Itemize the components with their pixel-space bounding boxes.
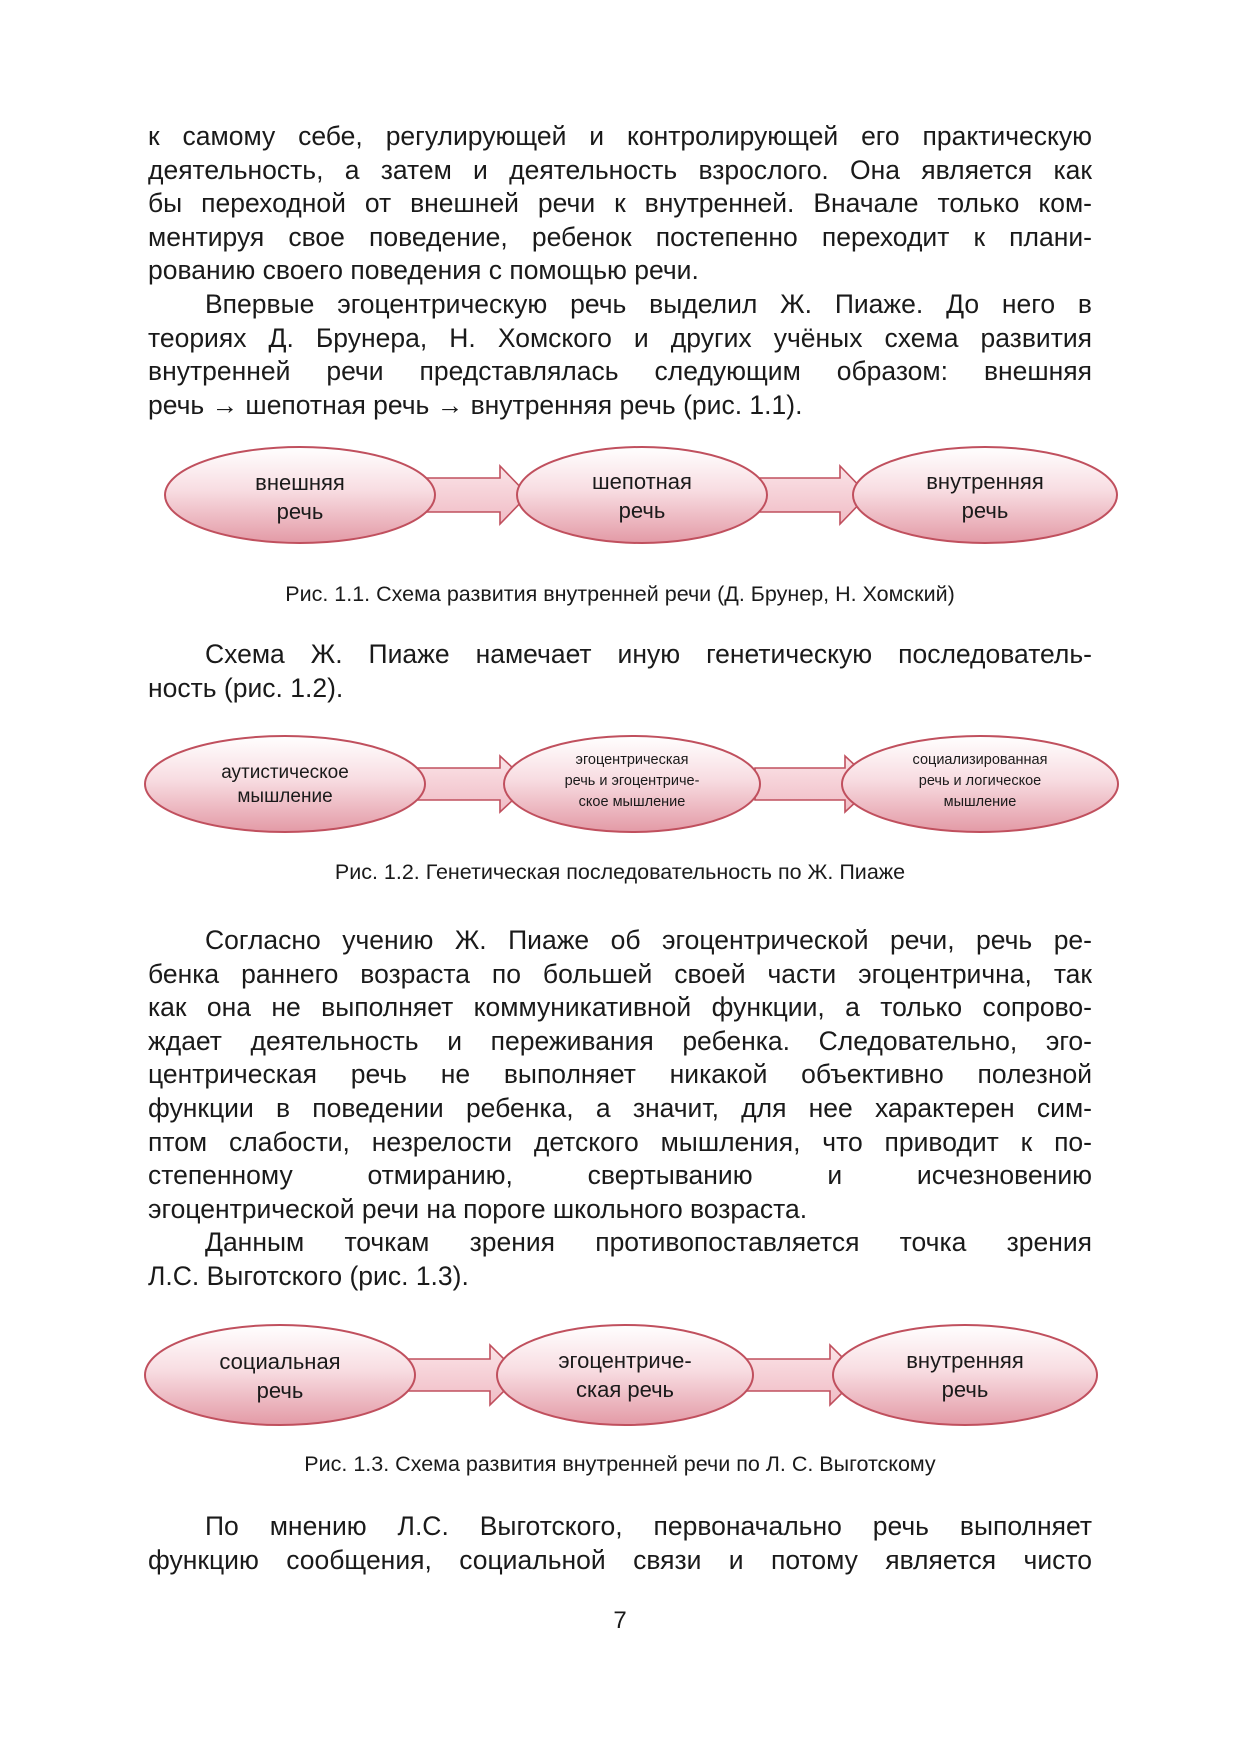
diagram-node-label: аутистическое	[221, 762, 349, 783]
text-line: функции в поведении ребенка, а значит, для нее характерен сим-	[148, 1092, 1092, 1123]
text-line: внутренней речи представлялась следующим образом: внешняя	[148, 356, 1092, 387]
diagram-node-label: речь	[618, 498, 666, 523]
diagram-node-label: речь	[276, 499, 324, 524]
figure-caption: Рис. 1.3. Схема развития внутренней речи по Л. С. Выготскому	[304, 1452, 936, 1476]
diagram-node-label: социализированная	[912, 752, 1048, 768]
diagram-node-label: внутренняя	[906, 1348, 1024, 1373]
text-line: рованию своего поведения с помощью речи.	[148, 255, 699, 286]
diagram-node-ellipse	[853, 447, 1117, 543]
diagram-node-ellipse	[833, 1325, 1097, 1425]
arrow-connector	[760, 466, 868, 524]
text-line: как она не выполняет коммуникативной функции, а только сопрово-	[148, 992, 1092, 1023]
paragraph-3	[148, 638, 1092, 705]
text-line: бенка раннего возраста по большей своей части эгоцентрична, так	[148, 958, 1092, 989]
text-line: ментируя свое поведение, ребенок постепенно переходит к плани-	[148, 221, 1092, 252]
text-line: Согласно учению Ж. Пиаже об эгоцентрической речи, речь ре-	[205, 925, 1092, 955]
text-line: ждает деятельность и переживания ребенка. Следовательно, эго-	[148, 1025, 1092, 1056]
diagram-node-label: шепотная	[592, 469, 692, 494]
paragraph-1	[148, 120, 1092, 288]
text-line: ность (рис. 1.2).	[148, 672, 344, 703]
diagram-node-label: речь	[256, 1378, 304, 1403]
diagram-node-ellipse	[145, 1325, 415, 1425]
figure-caption: Рис. 1.2. Генетическая последовательность по Ж. Пиаже	[334, 860, 906, 884]
text-line: речь → шепотная речь → внутренняя речь (рис. 1.1).	[148, 389, 803, 420]
diagram-node-ellipse	[165, 447, 435, 543]
text-line: Схема Ж. Пиаже намечает иную генетическую последователь-	[205, 639, 1092, 669]
diagram-node-label: речь и логическое	[918, 773, 1042, 789]
diagram-node-label: эгоцентрическая	[575, 752, 689, 768]
diagram-node-label: внешняя	[255, 470, 345, 495]
text-line: Л.С. Выготского (рис. 1.3).	[148, 1260, 469, 1291]
text-line: По мнению Л.С. Выготского, первоначально речь выполняет	[205, 1511, 1092, 1541]
text-line: теориях Д. Брунера, Н. Хомского и других учёных схема развития	[148, 322, 1092, 353]
text-line: степенному отмиранию, свертыванию и исчезновению	[148, 1160, 1092, 1191]
text-line: Впервые эгоцентрическую речь выделил Ж. Пиаже. До него в	[205, 289, 1092, 319]
diagram-node-label: мышление	[237, 786, 333, 807]
diagram-node-label: речь и эгоцентриче-	[564, 773, 700, 789]
diagram-node-label: социальная	[219, 1349, 341, 1374]
page-number: 7	[613, 1607, 627, 1634]
paragraph-4	[148, 924, 1092, 1226]
figure-1-1-diagram	[0, 440, 1240, 550]
diagram-node-ellipse	[145, 736, 425, 832]
diagram-node-label: эгоцентриче-	[558, 1348, 692, 1373]
text-line: бы переходной от внешней речи к внутренней. Вначале только ком-	[148, 188, 1092, 219]
text-line: птом слабости, незрелости детского мышления, что приводит к по-	[148, 1126, 1092, 1157]
diagram-node-label: ское мышление	[578, 794, 686, 810]
figure-1-2-diagram	[0, 728, 1240, 838]
paragraph-5	[148, 1226, 1092, 1293]
diagram-node-label: речь	[941, 1377, 989, 1402]
arrow-connector	[420, 466, 528, 524]
text-line: функцию сообщения, социальной связи и потому является чисто	[148, 1544, 1092, 1575]
paragraph-6	[148, 1510, 1092, 1577]
diagram-node-label: мышление	[943, 794, 1017, 810]
figure-caption: Рис. 1.1. Схема развития внутренней речи (Д. Брунер, Н. Хомский)	[285, 582, 955, 606]
text-line: Данным точкам зрения противопоставляется точка зрения	[205, 1227, 1092, 1257]
text-line: к самому себе, регулирующей и контролирующей его практическую	[148, 121, 1092, 151]
figure-1-3-diagram	[0, 1318, 1240, 1433]
text-line: центрическая речь не выполняет никакой объективно полезной	[148, 1059, 1092, 1090]
text-line: эгоцентрической речи на пороге школьного возраста.	[148, 1193, 808, 1224]
diagram-node-ellipse	[497, 1325, 753, 1425]
paragraph-2	[148, 288, 1092, 422]
diagram-node-ellipse	[517, 447, 767, 543]
diagram-node-label: внутренняя	[926, 469, 1044, 494]
diagram-node-label: ская речь	[575, 1377, 675, 1402]
text-line: деятельность, а затем и деятельность взрослого. Она является как	[148, 154, 1092, 185]
diagram-node-label: речь	[961, 498, 1009, 523]
